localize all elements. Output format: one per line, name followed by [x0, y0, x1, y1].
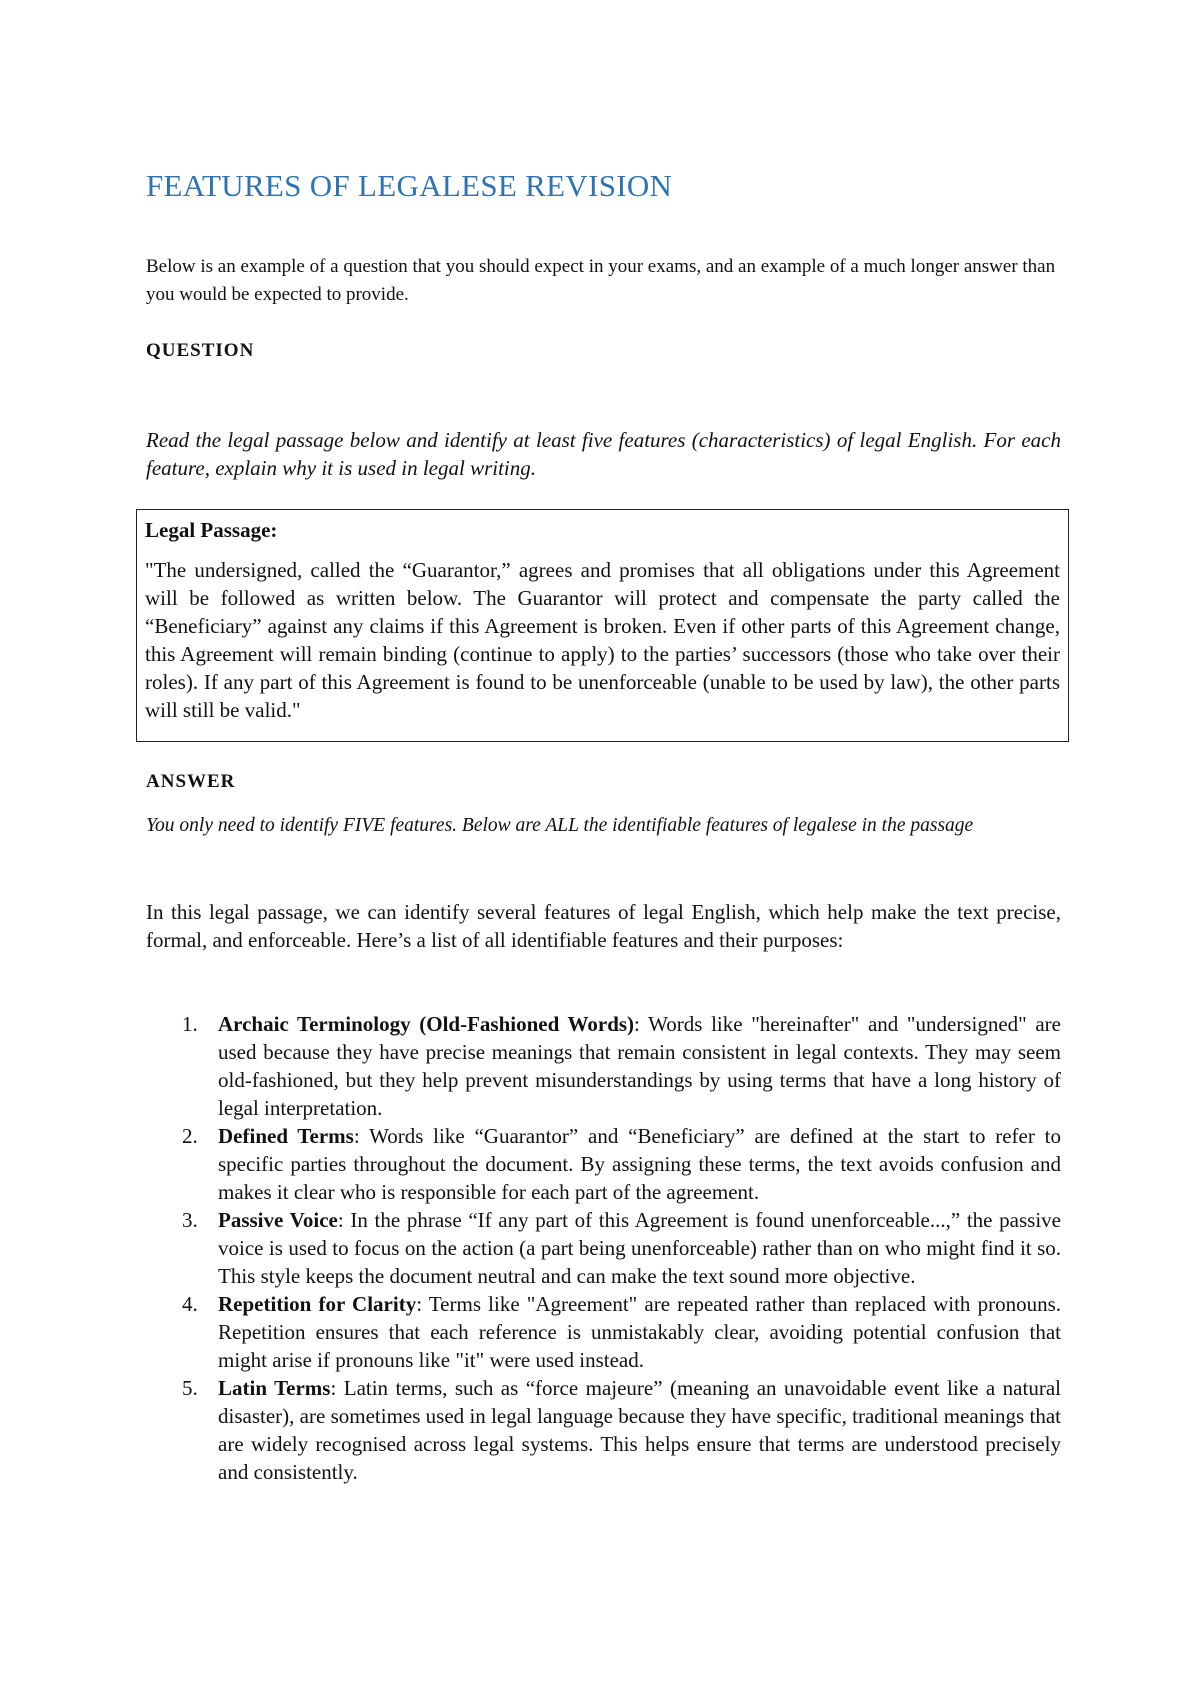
feature-description: : Words like “Guarantor” and “Beneficiary” are defined at the start to refer to specific parties throughout the document. By assigning these terms, the text avoids confusion and makes it clear who is responsible for each part of the agreement.	[218, 1124, 1062, 1204]
list-number: 2.	[182, 1124, 198, 1148]
list-item	[146, 1206, 1061, 1290]
feature-term: Repetition for Clarity	[218, 1292, 417, 1316]
intro-paragraph: Below is an example of a question that you should expect in your exams, and an example of a much longer answer than you would be expected to provide.	[146, 256, 1056, 305]
feature-description: : In the phrase “If any part of this Agreement is found unenforceable...,” the passive voice is used to focus on the action (a part being unenforceable) rather than on who might find it so. This style keeps the document neutral and can make the text sound more objective.	[218, 1208, 1061, 1288]
list-number: 5.	[182, 1376, 198, 1400]
answer-note: You only need to identify FIVE features. Below are ALL the identifiable features of legalese in the passage	[146, 815, 974, 836]
feature-term: Latin Terms	[218, 1376, 331, 1400]
list-number: 3.	[182, 1208, 198, 1232]
page-title: FEATURES OF LEGALESE REVISION	[146, 168, 673, 203]
answer-heading: ANSWER	[146, 771, 236, 792]
list-item	[146, 1122, 1061, 1206]
list-number: 4.	[182, 1292, 198, 1316]
list-item	[146, 1290, 1061, 1374]
passage-text: "The undersigned, called the “Guarantor,” agrees and promises that all obligations under this Agreement will be followed as written below. The Guarantor will protect and compensate the party called the “Beneficiary” against any claims if this Agreement is broken. Even if other parts of this Agreement change, this Agreement will remain binding (continue to apply) to the parties’ successors (those who take over their roles). If any part of this Agreement is found to be unenforceable (unable to be used by law), the other parts will still be valid."	[145, 558, 1060, 722]
feature-description: : Words like "hereinafter" and "undersigned" are used because they have precise meanings that remain consistent in legal contexts. They may seem old-fashioned, but they help prevent misunderstandings by using terms that have a long history of legal interpretation.	[218, 1012, 1061, 1120]
list-number: 1.	[182, 1012, 198, 1036]
feature-description: : Terms like "Agreement" are repeated rather than replaced with pronouns. Repetition ensures that each reference is unmistakably clear, avoiding potential confusion that might arise if pronouns like "it" were used instead.	[218, 1292, 1062, 1372]
answer-intro: In this legal passage, we can identify several features of legal English, which help make the text precise, formal, and enforceable. Here’s a list of all identifiable features and their purposes:	[146, 900, 1061, 952]
feature-description: : Latin terms, such as “force majeure” (meaning an unavoidable event like a natural disaster), are sometimes used in legal language because they have specific, traditional meanings that are widely recognised across legal systems. This helps ensure that terms are understood precisely and consistently.	[218, 1376, 1061, 1484]
features-list	[146, 1010, 1061, 1486]
question-text: Read the legal passage below and identify at least five features (characteristics) of legal English. For each feature, explain why it is used in legal writing.	[146, 428, 1061, 480]
list-item	[146, 1010, 1061, 1122]
list-item	[146, 1374, 1061, 1486]
legal-passage-box	[136, 509, 1069, 742]
feature-term: Defined Terms	[218, 1124, 354, 1148]
question-heading: QUESTION	[146, 340, 255, 361]
passage-label: Legal Passage:	[145, 518, 278, 542]
feature-term: Archaic Terminology (Old-Fashioned Words)	[218, 1012, 635, 1036]
feature-term: Passive Voice	[218, 1208, 338, 1232]
